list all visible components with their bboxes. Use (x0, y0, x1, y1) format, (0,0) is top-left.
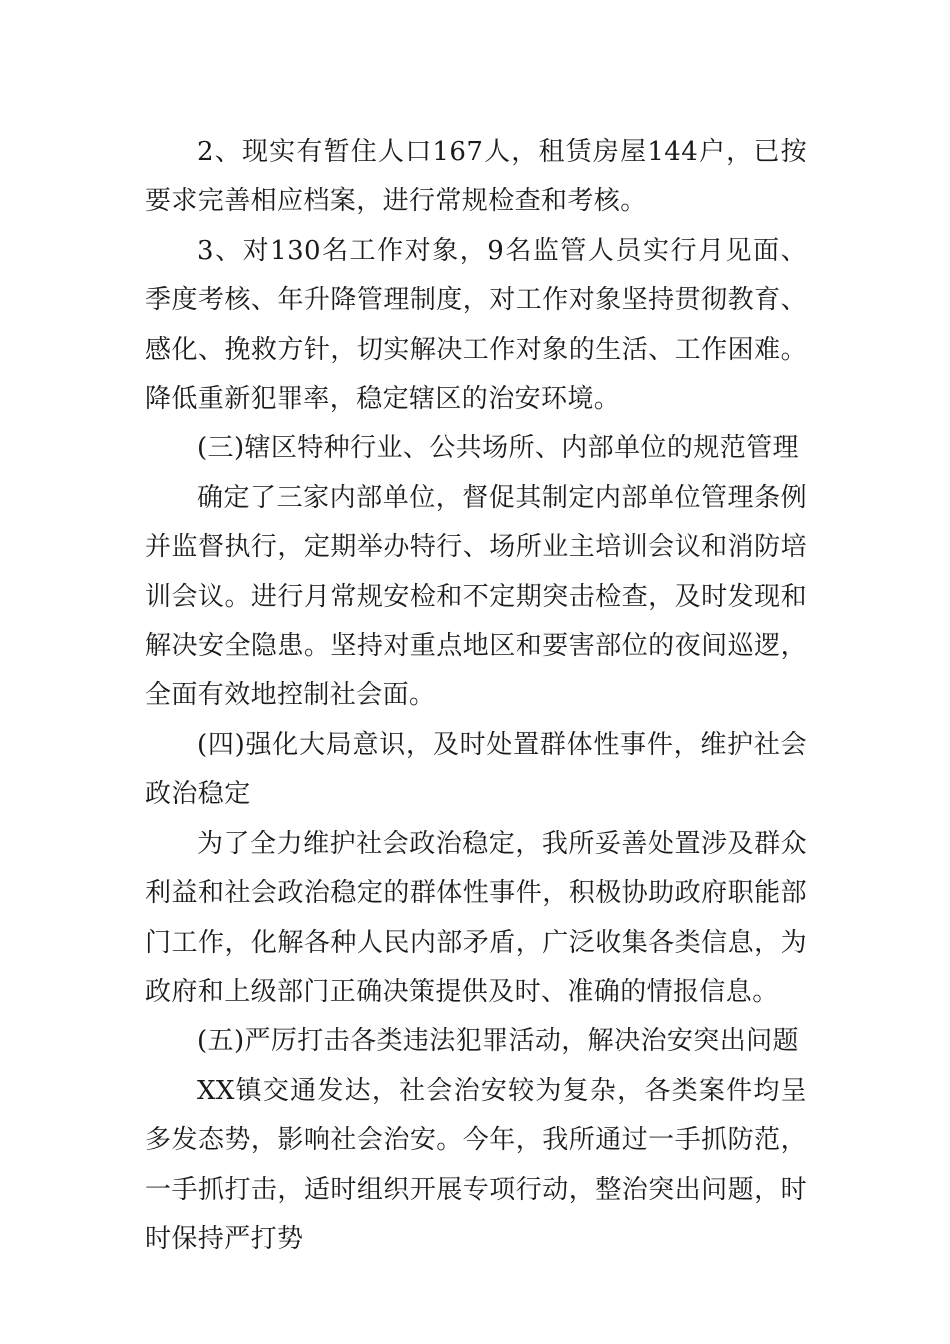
section-heading-5: (五)严厉打击各类违法犯罪活动，解决治安突出问题 (197, 1026, 799, 1057)
paragraph-crime-crackdown: XX镇交通发达，社会治安较为复杂，各类案件均呈多发态势，影响社会治安。今年，我所通过一手抓防范，一手抓打击，适时组织开展专项行动，整治突出问题，时时保持严打势 (145, 1075, 807, 1254)
paragraph-stability: 为了全力维护社会政治稳定，我所妥善处置涉及群众利益和社会政治稳定的群体性事件，积极协助政府职能部门工作，化解各种人民内部矛盾，广泛收集各类信息，为政府和上级部门正确决策提供及时、准确的情报信息。 (145, 828, 807, 1007)
document-body (145, 128, 807, 1264)
section-heading-3: (三)辖区特种行业、公共场所、内部单位的规范管理 (197, 433, 799, 464)
paragraph-internal-units: 确定了三家内部单位，督促其制定内部单位管理条例并监督执行，定期举办特行、场所业主培训会议和消防培训会议。进行月常规安检和不定期突击检查，及时发现和解决安全隐患。坚持对重点地区和要害部位的夜间巡逻，全面有效地控制社会面。 (145, 482, 807, 711)
paragraph-residents: 2、现实有暂住人口167人，租赁房屋144户，已按要求完善相应档案，进行常规检查和考核。 (145, 137, 807, 217)
section-heading-4: (四)强化大局意识，及时处置群体性事件，维护社会政治稳定 (145, 729, 807, 810)
paragraph-supervision: 3、对130名工作对象，9名监管人员实行月见面、季度考核、年升降管理制度，对工作对象坚持贯彻教育、感化、挽救方针，切实解决工作对象的生活、工作困难。降低重新犯罪率，稳定辖区的治安环境。 (145, 235, 807, 415)
